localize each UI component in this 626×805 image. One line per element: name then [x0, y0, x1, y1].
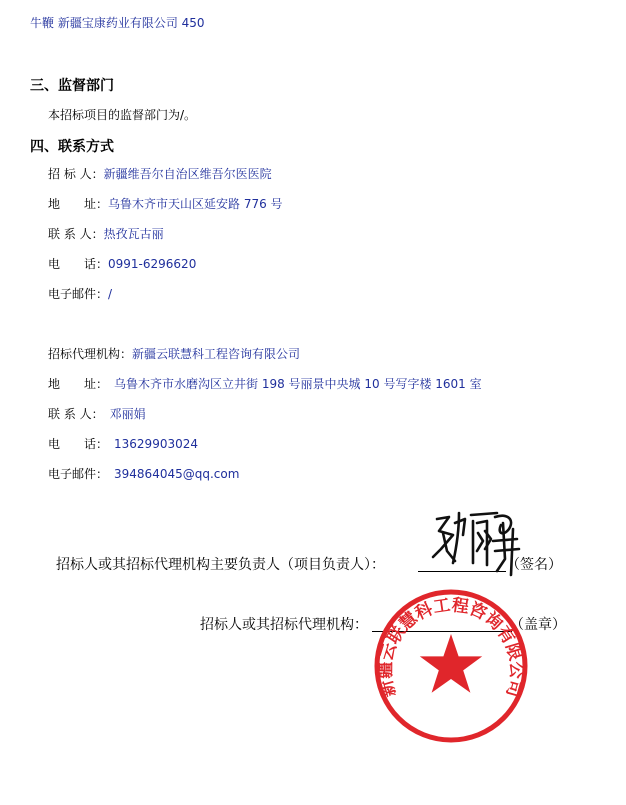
- signature-line-label: 招标人或其招标代理机构主要负责人（项目负责人）：: [56, 557, 385, 573]
- tenderer-name-row: [48, 165, 272, 182]
- row-label: 地 址：: [48, 197, 109, 211]
- tenderer-contact-row: [48, 225, 164, 242]
- signature-suffix: （签名）: [506, 557, 562, 573]
- row-value: 热孜瓦古丽: [103, 227, 164, 241]
- row-label: 电子邮件：: [48, 467, 109, 481]
- row-value: 乌鲁木齐市天山区延安路 776 号: [108, 197, 283, 211]
- row-label: 联 系 人：: [48, 407, 104, 421]
- seal-line-label: 招标人或其招标代理机构：: [200, 617, 368, 633]
- agency-address-row: [48, 375, 482, 392]
- stamp-text: 新疆云联慧科工程咨询有限公司: [375, 595, 527, 700]
- row-value: 394864045@qq.com: [114, 467, 240, 481]
- row-value: 新疆维吾尔自治区维吾尔医医院: [103, 167, 272, 181]
- agency-email-row: [48, 465, 239, 482]
- row-label: 联 系 人：: [48, 227, 104, 241]
- row-value: 13629903024: [114, 437, 198, 451]
- agency-phone-row: [48, 435, 198, 452]
- row-label: 地 址：: [48, 377, 109, 391]
- row-value: 乌鲁木齐市水磨沟区立井街 198 号丽景中央城 10 号写字楼 1601 室: [114, 377, 482, 391]
- row-value: 0991-6296620: [108, 257, 197, 271]
- section3-heading: 三、监督部门: [30, 78, 114, 94]
- tenderer-phone-row: [48, 255, 196, 272]
- row-label: 电子邮件：: [48, 287, 109, 301]
- row-label: 招 标 人：: [48, 167, 104, 181]
- section4-heading: 四、联系方式: [30, 139, 114, 155]
- tenderer-address-row: [48, 195, 283, 212]
- agency-name-row: [48, 345, 300, 362]
- row-value: /: [108, 287, 113, 301]
- seal-suffix: （盖章）: [510, 617, 566, 633]
- star-icon: [420, 634, 482, 693]
- row-label: 电 话：: [48, 437, 109, 451]
- handwritten-signature: [425, 505, 525, 585]
- tenderer-email-row: [48, 285, 112, 302]
- company-stamp: [371, 586, 531, 746]
- row-value: 邓丽娟: [109, 407, 146, 421]
- top-line: 牛鞭 新疆宝康药业有限公司 450: [30, 16, 205, 30]
- row-label: 招标代理机构：: [48, 347, 133, 361]
- agency-contact-row: [48, 405, 146, 422]
- row-value: 新疆云联慧科工程咨询有限公司: [132, 347, 301, 361]
- row-label: 电 话：: [48, 257, 109, 271]
- section3-text: 本招标项目的监督部门为/。: [48, 108, 197, 122]
